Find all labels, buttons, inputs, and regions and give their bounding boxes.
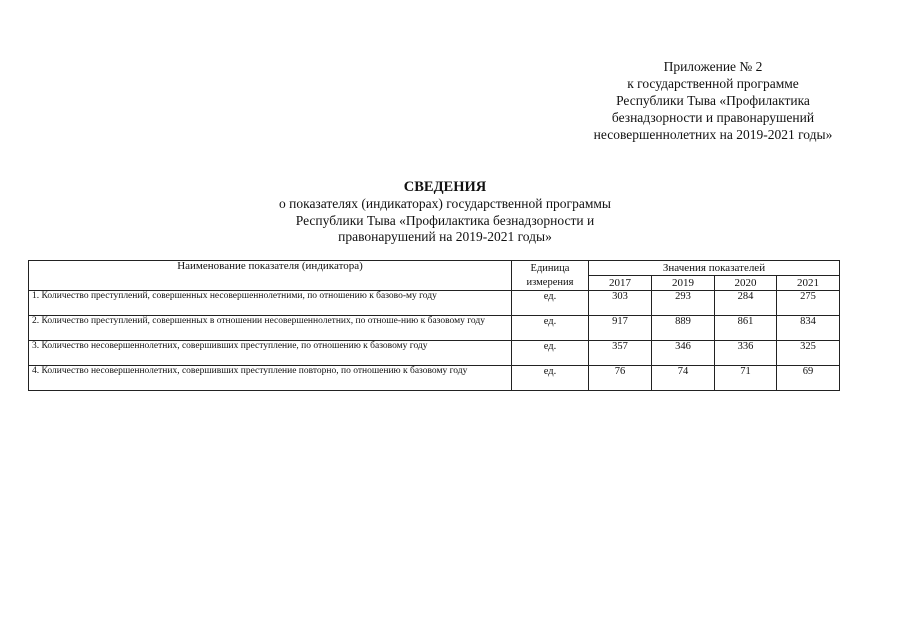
- document-title: СВЕДЕНИЯ: [403, 179, 487, 195]
- header-year: 2017: [589, 276, 652, 291]
- indicator-value: 293: [652, 291, 715, 316]
- appendix-line: к государственной программе: [627, 76, 799, 91]
- table-row: [29, 291, 840, 316]
- header-unit-line: измерения: [526, 276, 574, 288]
- indicator-value: 303: [589, 291, 652, 316]
- header-indicator-name: Наименование показателя (индикатора): [29, 261, 512, 291]
- indicator-value: 346: [652, 341, 715, 366]
- indicator-value: 284: [715, 291, 777, 316]
- indicator-value: 336: [715, 341, 777, 366]
- indicator-name: 2. Количество преступлений, совершенных в отношении несовершеннолетних, по отноше-нию к базовому году: [29, 316, 512, 341]
- header-unit: [512, 261, 589, 291]
- table-row: [29, 366, 840, 391]
- indicator-unit: ед.: [512, 341, 589, 366]
- indicator-value: 76: [589, 366, 652, 391]
- indicator-value: 74: [652, 366, 715, 391]
- table-header-row: [29, 261, 840, 276]
- heading-line: о показателях (индикаторах) государственной программы: [278, 196, 611, 211]
- appendix-line: безнадзорности и правонарушений: [611, 110, 815, 125]
- indicator-unit: ед.: [512, 366, 589, 391]
- indicator-value: 917: [589, 316, 652, 341]
- appendix-line: Республики Тыва «Профилактика: [616, 93, 810, 108]
- header-unit-line: Единица: [530, 262, 570, 274]
- indicator-value: 834: [777, 316, 840, 341]
- indicators-table: [28, 260, 840, 391]
- indicator-value: 71: [715, 366, 777, 391]
- heading-line: Республики Тыва «Профилактика безнадзорности и: [295, 212, 595, 228]
- table-row: [29, 341, 840, 366]
- table-row: [29, 316, 840, 341]
- appendix-line: Приложение № 2: [663, 59, 763, 74]
- appendix-block: [563, 58, 863, 143]
- indicator-name: 3. Количество несовершеннолетних, совершивших преступление, по отношению к базовому году: [29, 341, 512, 366]
- indicator-value: 357: [589, 341, 652, 366]
- indicator-value: 325: [777, 341, 840, 366]
- indicator-name: 1. Количество преступлений, совершенных несовершеннолетними, по отношению к базово-му году: [29, 291, 512, 316]
- document-heading: [175, 178, 715, 246]
- header-year: 2021: [777, 276, 840, 291]
- header-year: 2019: [652, 276, 715, 291]
- heading-line: правонарушений на 2019-2021 годы»: [338, 229, 552, 244]
- header-year: 2020: [715, 276, 777, 291]
- indicator-value: 889: [652, 316, 715, 341]
- header-values: Значения показателей: [589, 261, 840, 276]
- indicator-unit: ед.: [512, 316, 589, 341]
- indicator-value: 69: [777, 366, 840, 391]
- appendix-line: несовершеннолетних на 2019-2021 годы»: [593, 127, 833, 142]
- indicator-unit: ед.: [512, 291, 589, 316]
- indicator-name: 4. Количество несовершеннолетних, совершивших преступление повторно, по отношению к базовому году: [29, 366, 512, 391]
- indicator-value: 861: [715, 316, 777, 341]
- indicator-value: 275: [777, 291, 840, 316]
